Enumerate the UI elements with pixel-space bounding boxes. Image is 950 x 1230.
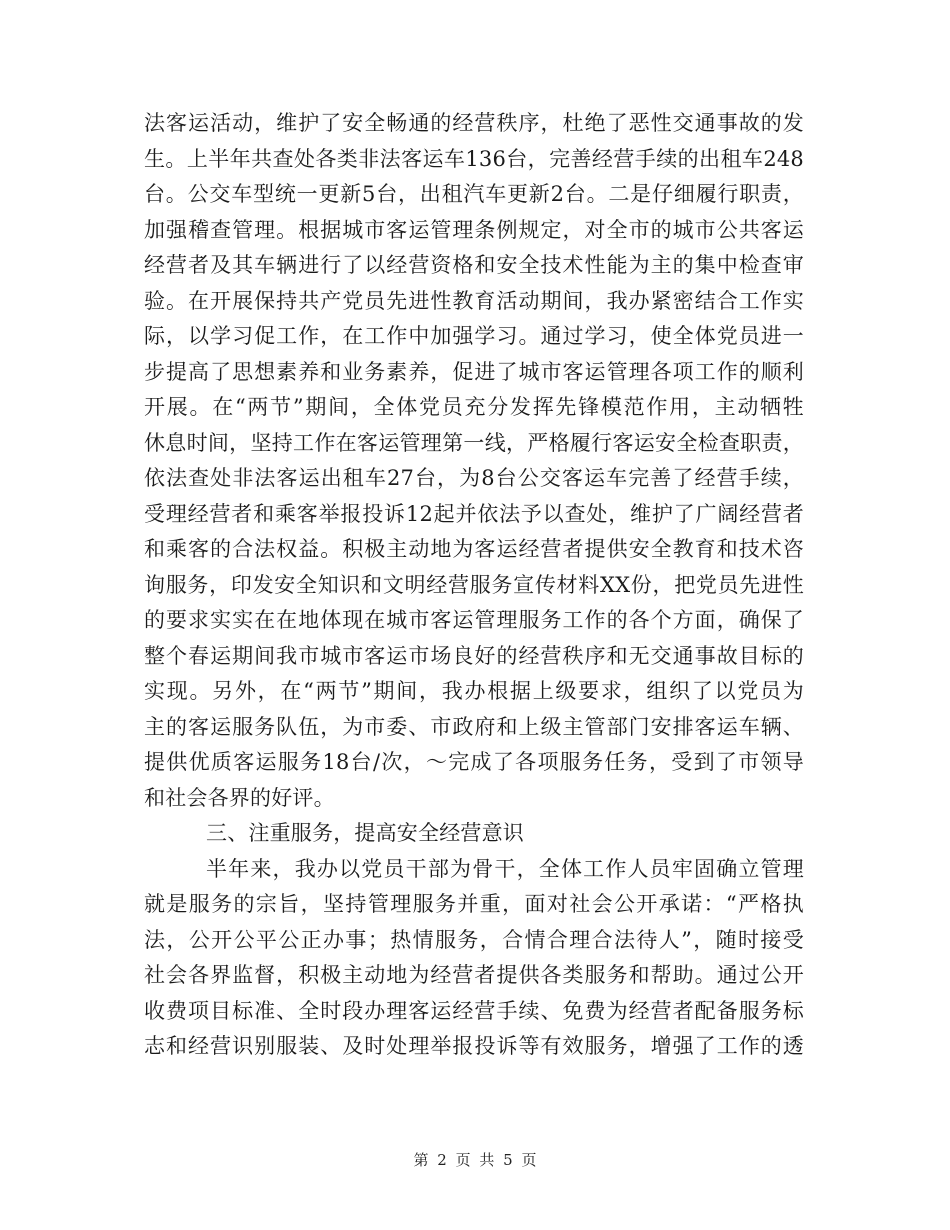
text-line: 提供优质客运服务18台/次，～完成了各项服务任务，受到了市领导 (144, 750, 804, 774)
text-line: 社会各界监督，积极主动地为经营者提供各类服务和帮助。通过公开 (144, 963, 804, 987)
text-line: 整个春运期间我市城市客运市场良好的经营秩序和无交通事故目标的 (144, 643, 804, 668)
text-line: 步提高了思想素养和业务素养，促进了城市客运管理各项工作的顺利 (144, 359, 804, 384)
text-line: 志和经营识别服装、及时处理举报投诉等有效服务，增强了工作的透 (144, 1034, 804, 1058)
text-line: 收费项目标准、全时段办理客运经营手续、免费为经营者配备服务标 (144, 998, 804, 1023)
text-line: 和乘客的合法权益。积极主动地为客运经营者提供安全教育和技术咨 (144, 537, 804, 561)
text-line: 验。在开展保持共产党员先进性教育活动期间，我办紧密结合工作实 (144, 288, 804, 313)
text-line: 半年来，我办以党员干部为骨干，全体工作人员牢固确立管理 (206, 856, 804, 881)
section-heading: 三、注重服务，提高安全经营意识 (206, 821, 524, 845)
page-number-footer: 第 2 页 共 5 页 (413, 1151, 537, 1169)
text-line: 和社会各界的好评。 (144, 785, 335, 810)
text-line: 法，公开公平公正办事；热情服务，合情合理合法待人”，随时接受 (144, 927, 804, 952)
text-line: 加强稽查管理。根据城市客运管理条例规定，对全市的城市公共客运 (144, 217, 804, 242)
text-line: 际，以学习促工作，在工作中加强学习。通过学习，使全体党员进一 (144, 324, 804, 348)
text-line: 就是服务的宗旨，坚持管理服务并重，面对社会公开承诺：“严格执 (144, 892, 804, 916)
text-line: 主的客运服务队伍，为市委、市政府和上级主管部门安排客运车辆、 (144, 714, 804, 739)
text-line: 的要求实实在在地体现在城市客运管理服务工作的各个方面，确保了 (144, 608, 804, 632)
text-line: 休息时间，坚持工作在客运管理第一线，严格履行客运安全检查职责， (144, 430, 804, 455)
text-line: 询服务，印发安全知识和文明经营服务宣传材料XX份，把党员先进性 (144, 572, 804, 597)
text-line: 受理经营者和乘客举报投诉12起并依法予以查处，维护了广阔经营者 (144, 501, 804, 526)
text-line: 台。公交车型统一更新5台，出租汽车更新2台。二是仔细履行职责， (144, 182, 804, 206)
text-line: 依法查处非法客运出租车27台，为8台公交客运车完善了经营手续， (144, 466, 804, 490)
text-line: 实现。另外，在“两节”期间，我办根据上级要求，组织了以党员为 (144, 679, 804, 703)
text-line: 法客运活动，维护了安全畅通的经营秩序，杜绝了恶性交通事故的发 (144, 111, 804, 135)
text-line: 开展。在“两节”期间，全体党员充分发挥先锋模范作用，主动牺牲 (144, 395, 804, 419)
body-text (144, 106, 804, 1065)
text-line: 经营者及其车辆进行了以经营资格和安全技术性能为主的集中检查审 (144, 253, 804, 277)
text-line: 生。上半年共查处各类非法客运车136台，完善经营手续的出租车248 (144, 146, 804, 171)
